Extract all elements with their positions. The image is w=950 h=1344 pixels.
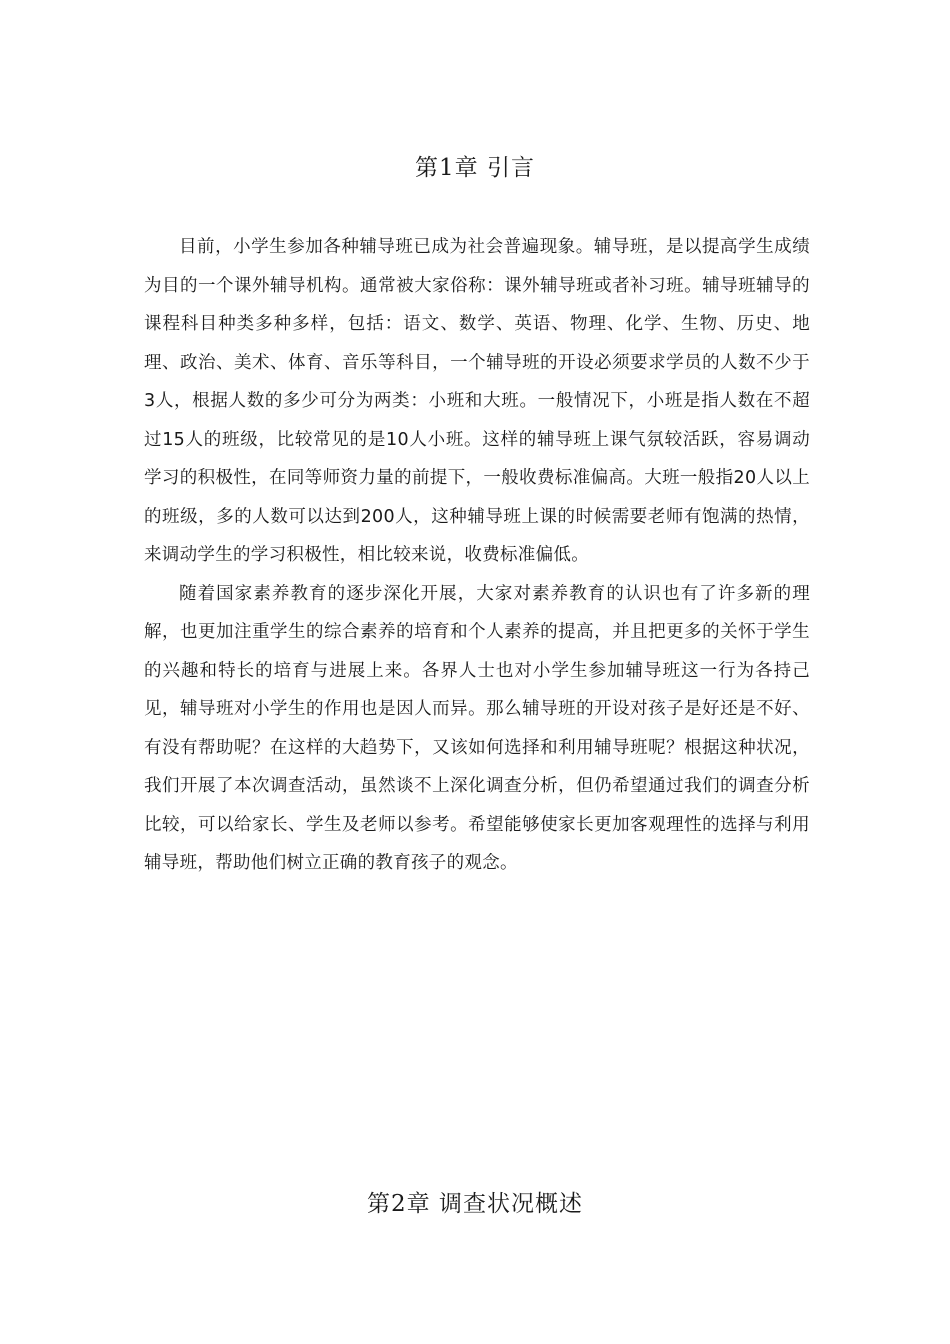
chapter-2-title: 第2章 调查状况概述	[367, 1191, 583, 1217]
paragraph-1: 目前，小学生参加各种辅导班已成为社会普遍现象。辅导班，是以提高学生成绩为目的一个课外辅导机构。通常被大家俗称：课外辅导班或者补习班。辅导班辅导的课程科目种类多种多样，包括：语文、数学、英语、物理、化学、生物、历史、地理、政治、美术、体育、音乐等科目，一个辅导班的开设必须要求学员的人数不少于3人，根据人数的多少可分为两类：小班和大班。一般情况下，小班是指人数在不超过15人的班级，比较常见的是10人小班。这样的辅导班上课气氛较活跃，容易调动学习的积极性，在同等师资力量的前提下，一般收费标准偏高。大班一般指20人以上的班级，多的人数可以达到200人，这种辅导班上课的时候需要老师有饱满的热情，来调动学生的学习积极性，相比较来说，收费标准偏低。	[144, 237, 810, 565]
paragraph-2: 随着国家素养教育的逐步深化开展，大家对素养教育的认识也有了许多新的理解，也更加注重学生的综合素养的培育和个人素养的提高，并且把更多的关怀于学生的兴趣和特长的培育与进展上来。各界人士也对小学生参加辅导班这一行为各持己见，辅导班对小学生的作用也是因人而异。那么辅导班的开设对孩子是好还是不好、有没有帮助呢？在这样的大趋势下，又该如何选择和利用辅导班呢？根据这种状况，我们开展了本次调查活动，虽然谈不上深化调查分析，但仍希望通过我们的调查分析比较，可以给家长、学生及老师以参考。希望能够使家长更加客观理性的选择与利用辅导班，帮助他们树立正确的教育孩子的观念。	[144, 583, 810, 873]
chapter-1-body	[144, 228, 810, 883]
chapter-1-title: 第1章 引言	[415, 155, 535, 181]
